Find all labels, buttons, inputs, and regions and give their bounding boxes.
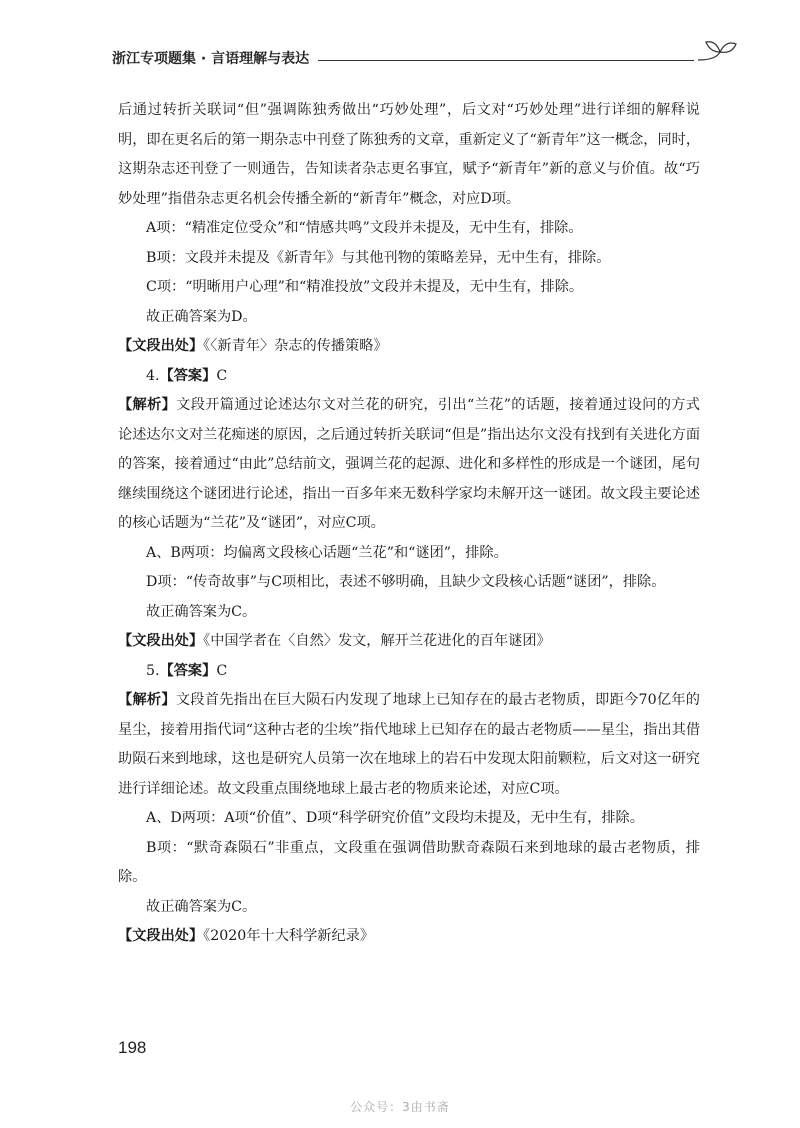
answer-tag: 【答案】 xyxy=(159,662,217,679)
q4-conclusion: 故正确答案为C。 xyxy=(146,603,257,620)
q5-conclusion: 故正确答案为C。 xyxy=(146,898,257,915)
analysis-text: 文段首先指出在巨大陨石内发现了地球上已知存在的最古老物质，即距今70亿年的星尘，接着用指代词“这种古老的尘埃”指代地球上已知存在的最古老物质——星尘，指出其借助陨石来到地球，这也是研究人员第一次在地球上的岩石中发现太阳前颗粒，后文对这一研究进行详细论述。故文段重点围绕地球上最古老的物质来论述，对应C项。 xyxy=(118,692,701,797)
question-number: 5. xyxy=(146,662,160,679)
page-number: 198 xyxy=(118,1038,147,1057)
intro-option-c: C项：“明晰用户心理”和“精准投放”文段并未提及，无中生有，排除。 xyxy=(146,279,584,295)
watermark: 公众号：3由书斋 xyxy=(350,1100,450,1114)
answer-value: C xyxy=(216,367,228,384)
q5-source xyxy=(118,922,700,952)
sprout-icon xyxy=(694,38,740,66)
header-title: 浙江专项题集 · 言语理解与表达 xyxy=(112,51,310,67)
source-label: 【文段出处】 xyxy=(118,928,204,944)
intro-conclusion: 故正确答案为D。 xyxy=(146,308,257,325)
header-rule xyxy=(318,60,694,61)
q4-option-ab: A、B两项：均偏离文段核心话题“兰花”和“谜团”，排除。 xyxy=(146,544,508,561)
analysis-text: 文段开篇通过论述达尔文对兰花的研究，引出“兰花”的话题，接着通过设问的方式论述达尔文对兰花痴迷的原因，之后通过转折关联词“但是”指出达尔文没有找到有关进化方面的答案，接着通过“由此”总结前文，强调兰花的起源、进化和多样性的形成是一个谜团，尾句继续围绕这个谜团进行论述，指出一百多年来无数科学家均未解开这一谜团。故文段主要论述的核心话题为“兰花”及“谜团”，对应C项。 xyxy=(118,397,701,531)
source-label: 【文段出处】 xyxy=(118,633,204,649)
q4-analysis xyxy=(118,391,700,539)
q5-answer-line xyxy=(118,657,700,687)
answer-value: C xyxy=(216,662,228,679)
source-text: 《〈新青年〉杂志的传播策略》 xyxy=(203,338,388,354)
intro-paragraph: 后通过转折关联词“但”强调陈独秀做出“巧妙处理”，后文对“巧妙处理”进行详细的解释说明，即在更名后的第一期杂志中刊登了陈独秀的文章，重新定义了“新青年”这一概念，同时，这期杂志还刊登了一则通告，告知读者杂志更名事宜，赋予“新青年”新的意义与价值。故“巧妙处理”指借杂志更名机会传播全新的“新青年”概念，对应D项。 xyxy=(118,102,701,207)
analysis-tag: 【解析】 xyxy=(118,397,177,413)
q5-option-b: B项：“默奇森陨石”非重点，文段重在强调借助默奇森陨石来到地球的最古老物质，排除。 xyxy=(118,839,700,885)
q4-source xyxy=(118,627,700,657)
intro-option-a: A项：“精准定位受众”和“情感共鸣”文段并未提及，无中生有，排除。 xyxy=(146,220,583,236)
answer-tag: 【答案】 xyxy=(159,367,217,384)
source-label: 【文段出处】 xyxy=(118,338,204,354)
analysis-tag: 【解析】 xyxy=(118,692,176,708)
intro-option-b: B项：文段并未提及《新青年》与其他刊物的策略差异，无中生有，排除。 xyxy=(146,249,611,266)
source-text: 《中国学者在〈自然〉发文，解开兰花进化的百年谜团》 xyxy=(203,633,551,649)
running-header xyxy=(100,44,740,70)
page-content xyxy=(118,96,700,952)
q5-option-ad: A、D两项：A项“价值”、D项“科学研究价值”文段均未提及，无中生有，排除。 xyxy=(146,810,644,826)
intro-source xyxy=(118,332,700,362)
source-text: 《2020年十大科学新纪录》 xyxy=(203,928,375,944)
q4-answer-line xyxy=(118,362,700,392)
q5-analysis xyxy=(118,686,700,804)
q4-option-d: D项：“传奇故事”与C项相比，表述不够明确，且缺少文段核心话题“谜团”，排除。 xyxy=(146,574,666,590)
question-number: 4. xyxy=(146,367,160,384)
